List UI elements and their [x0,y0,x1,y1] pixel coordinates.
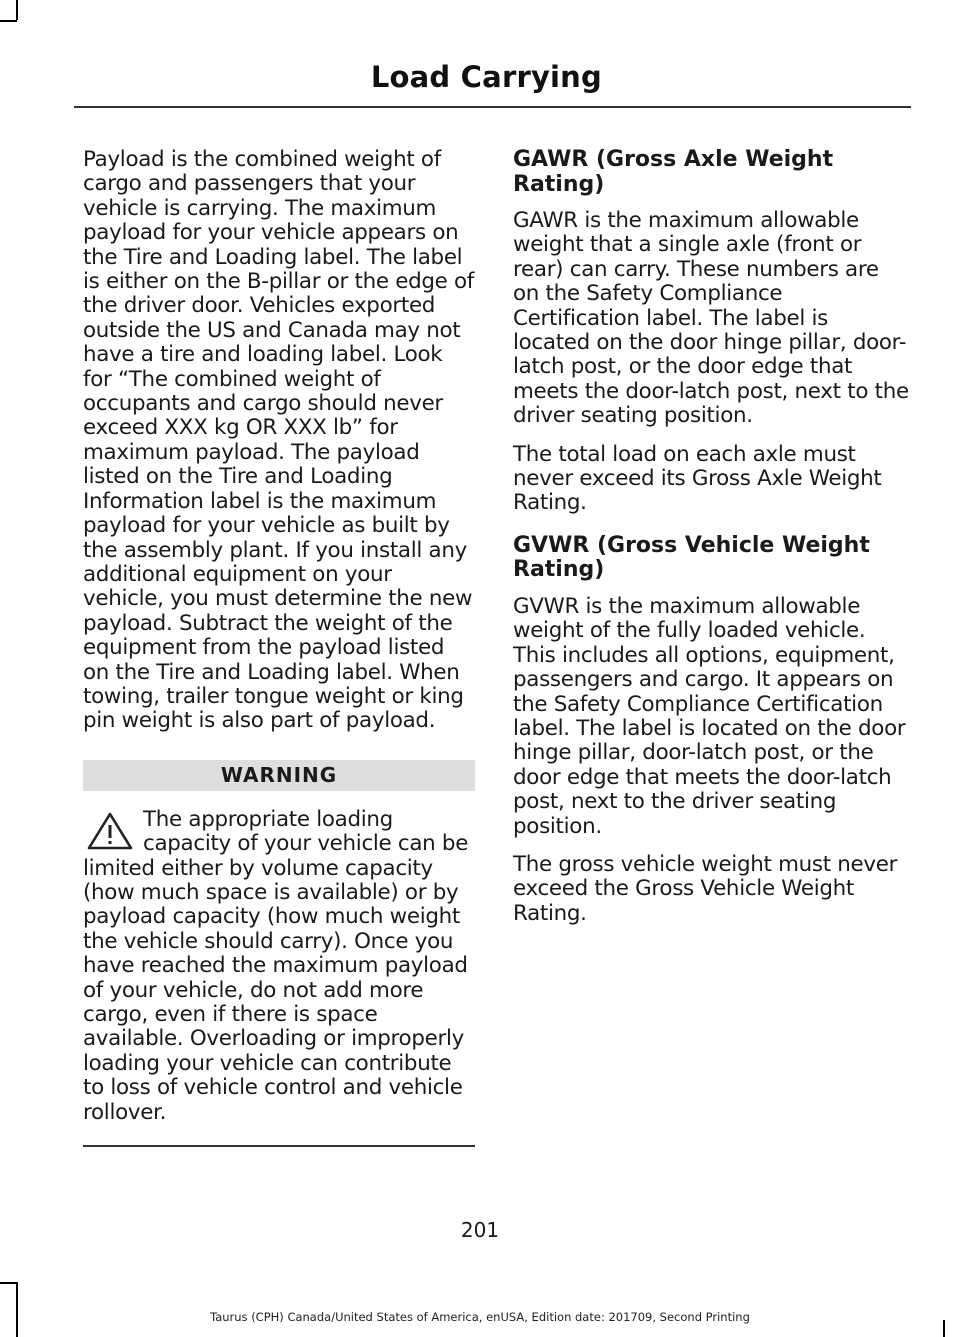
gvwr-paragraph: GVWR is the maximum allowable weight of the fully loaded vehicle. This includes all options, equipment, passengers and cargo. It appears on the Safety Compliance Certification label. The label is located on the door hinge pillar, door-latch post, or the door edge that meets the door-latch post, next to the driver seating position. [513,593,906,839]
crop-mark [0,20,17,22]
page-number: 201 [460,1218,500,1242]
section-title: Load Carrying [370,60,602,94]
gawr-limit-paragraph: The total load on each axle must never exceed its Gross Axle Weight Rating. [513,441,882,516]
right-column [513,148,911,940]
warning-triangle-icon [87,811,133,851]
crop-mark [16,0,18,20]
gvwr-limit-paragraph: The gross vehicle weight must never exceed the Gross Vehicle Weight Rating. [513,851,898,926]
payload-paragraph: Payload is the combined weight of cargo and passengers that your vehicle is carrying. The maximum payload for your vehicle appears on the Tire and Loading label. The label is either on the B-pillar or the edge of the driver door. Vehicles exported outside the US and Canada may not have a tire and loading label. Look for “The combined weight of occupants and cargo should never exceed XXX kg OR XXX lb” for maximum payload. The payload listed on the Tire and Loading Information label is the maximum payload for your vehicle as built by the assembly plant. If you install any additional equipment on your vehicle, you must determine the new payload. Subtract the weight of the equipment from the payload listed on the Tire and Loading label. When towing, trailer tongue weight or king pin weight is also part of payload. [83,147,475,734]
warning-body [83,808,475,1125]
crop-mark [0,1282,17,1284]
gawr-heading: GAWR (Gross Axle Weight Rating) [513,147,834,197]
left-column [83,148,475,1147]
header-rule [74,106,911,108]
warning-end-rule [83,1145,475,1147]
warning-text: The appropriate loading capacity of your vehicle can be limited either by volume capacity (how much space is available) or by payload capacity (how much weight the vehicle should carry). Once you have reached the maximum payload of your vehicle, do not add more cargo, even if there is space available. Overloading or improperly loading your vehicle can contribute to loss of vehicle control and vehicle rollover. [83,806,469,1125]
gawr-paragraph: GAWR is the maximum allowable weight that a single axle (front or rear) can carry. These numbers are on the Safety Compliance Certification label. The label is located on the door hinge pillar, door-latch post, or the door edge that meets the door-latch post, next to the driver seating position. [513,208,909,429]
edition-footer: Taurus (CPH) Canada/United States of America, enUSA, Edition date: 201709, Second Printing [210,1310,750,1324]
warning-header: WARNING [83,760,475,791]
gvwr-heading: GVWR (Gross Vehicle Weight Rating) [513,532,870,583]
